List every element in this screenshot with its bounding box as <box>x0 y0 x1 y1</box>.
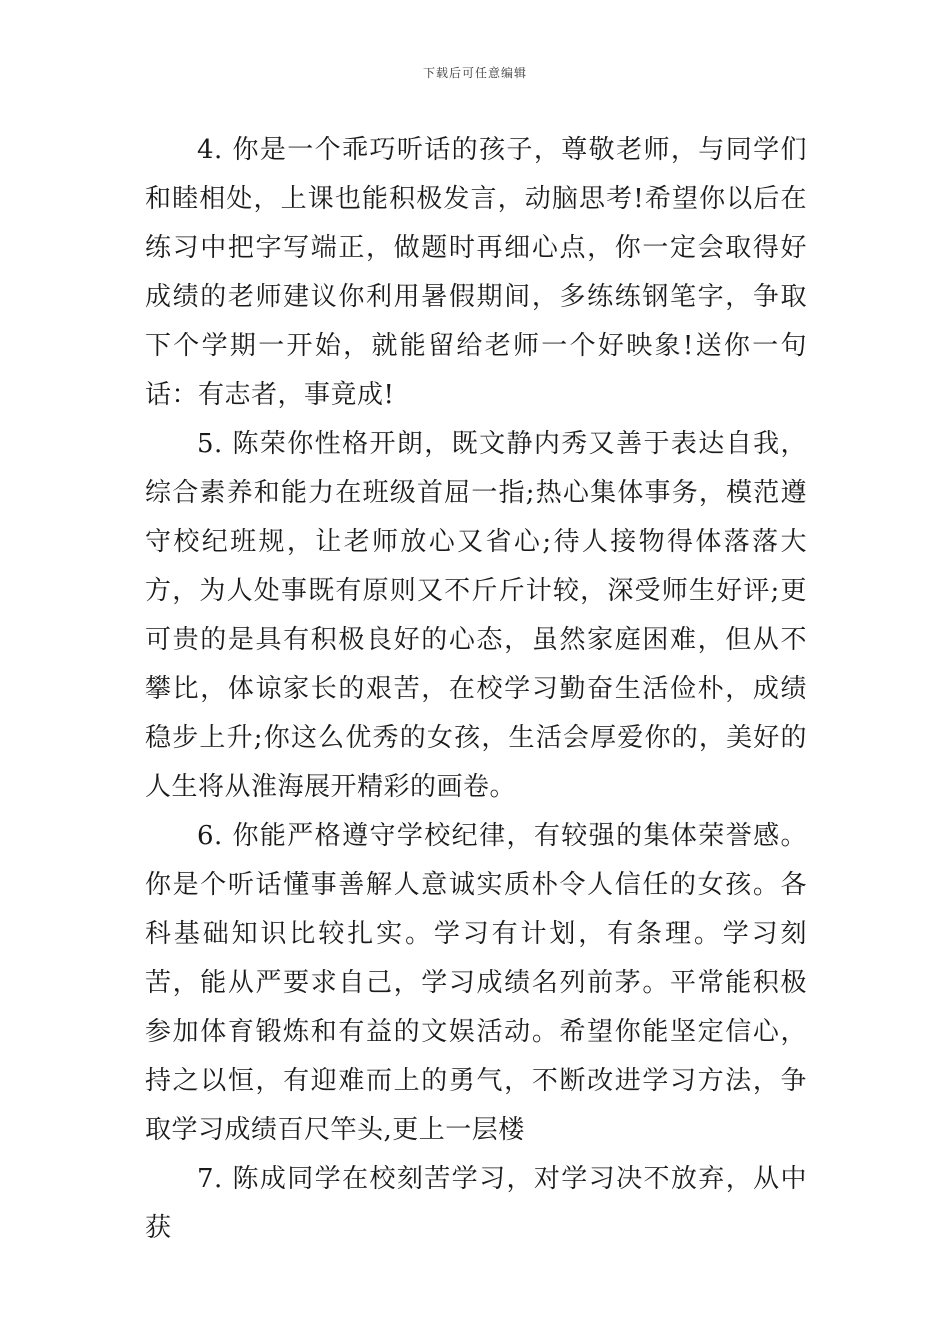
comment-paragraph-4: 4. 你是一个乖巧听话的孩子，尊敬老师，与同学们和睦相处，上课也能积极发言，动脑思考!希望你以后在练习中把字写端正，做题时再细心点，你一定会取得好成绩的老师建议你利用暑假期间，多练练钢笔字，争取下个学期一开始，就能留给老师一个好映象!送你一句话：有志者，事竟成! <box>145 135 807 410</box>
page-header-note: 下载后可任意编辑 <box>422 66 527 80</box>
comment-paragraph-7: 7. 陈成同学在校刻苦学习，对学习决不放弃，从中获 <box>145 1164 807 1243</box>
document-body <box>145 126 807 1253</box>
comment-paragraph-5: 5. 陈荣你性格开朗，既文静内秀又善于表达自我，综合素养和能力在班级首屈一指;热心集体事务，模范遵守校纪班规，让老师放心又省心;待人接物得体落落大方，为人处事既有原则又不斤斤计较，深受师生好评;更可贵的是具有积极良好的心态，虽然家庭困难，但从不攀比，体谅家长的艰苦，在校学习勤奋生活俭朴，成绩稳步上升;你这么优秀的女孩，生活会厚爱你的，美好的人生将从淮海展开精彩的画卷。 <box>145 429 807 802</box>
comment-paragraph-6: 6. 你能严格遵守学校纪律，有较强的集体荣誉感。你是个听话懂事善解人意诚实质朴令人信任的女孩。各科基础知识比较扎实。学习有计划，有条理。学习刻苦，能从严要求自己，学习成绩名列前茅。平常能积极参加体育锻炼和有益的文娱活动。希望你能坚定信心，持之以恒，有迎难而上的勇气，不断改进学习方法，争取学习成绩百尺竿头,更上一层楼 <box>145 821 807 1145</box>
